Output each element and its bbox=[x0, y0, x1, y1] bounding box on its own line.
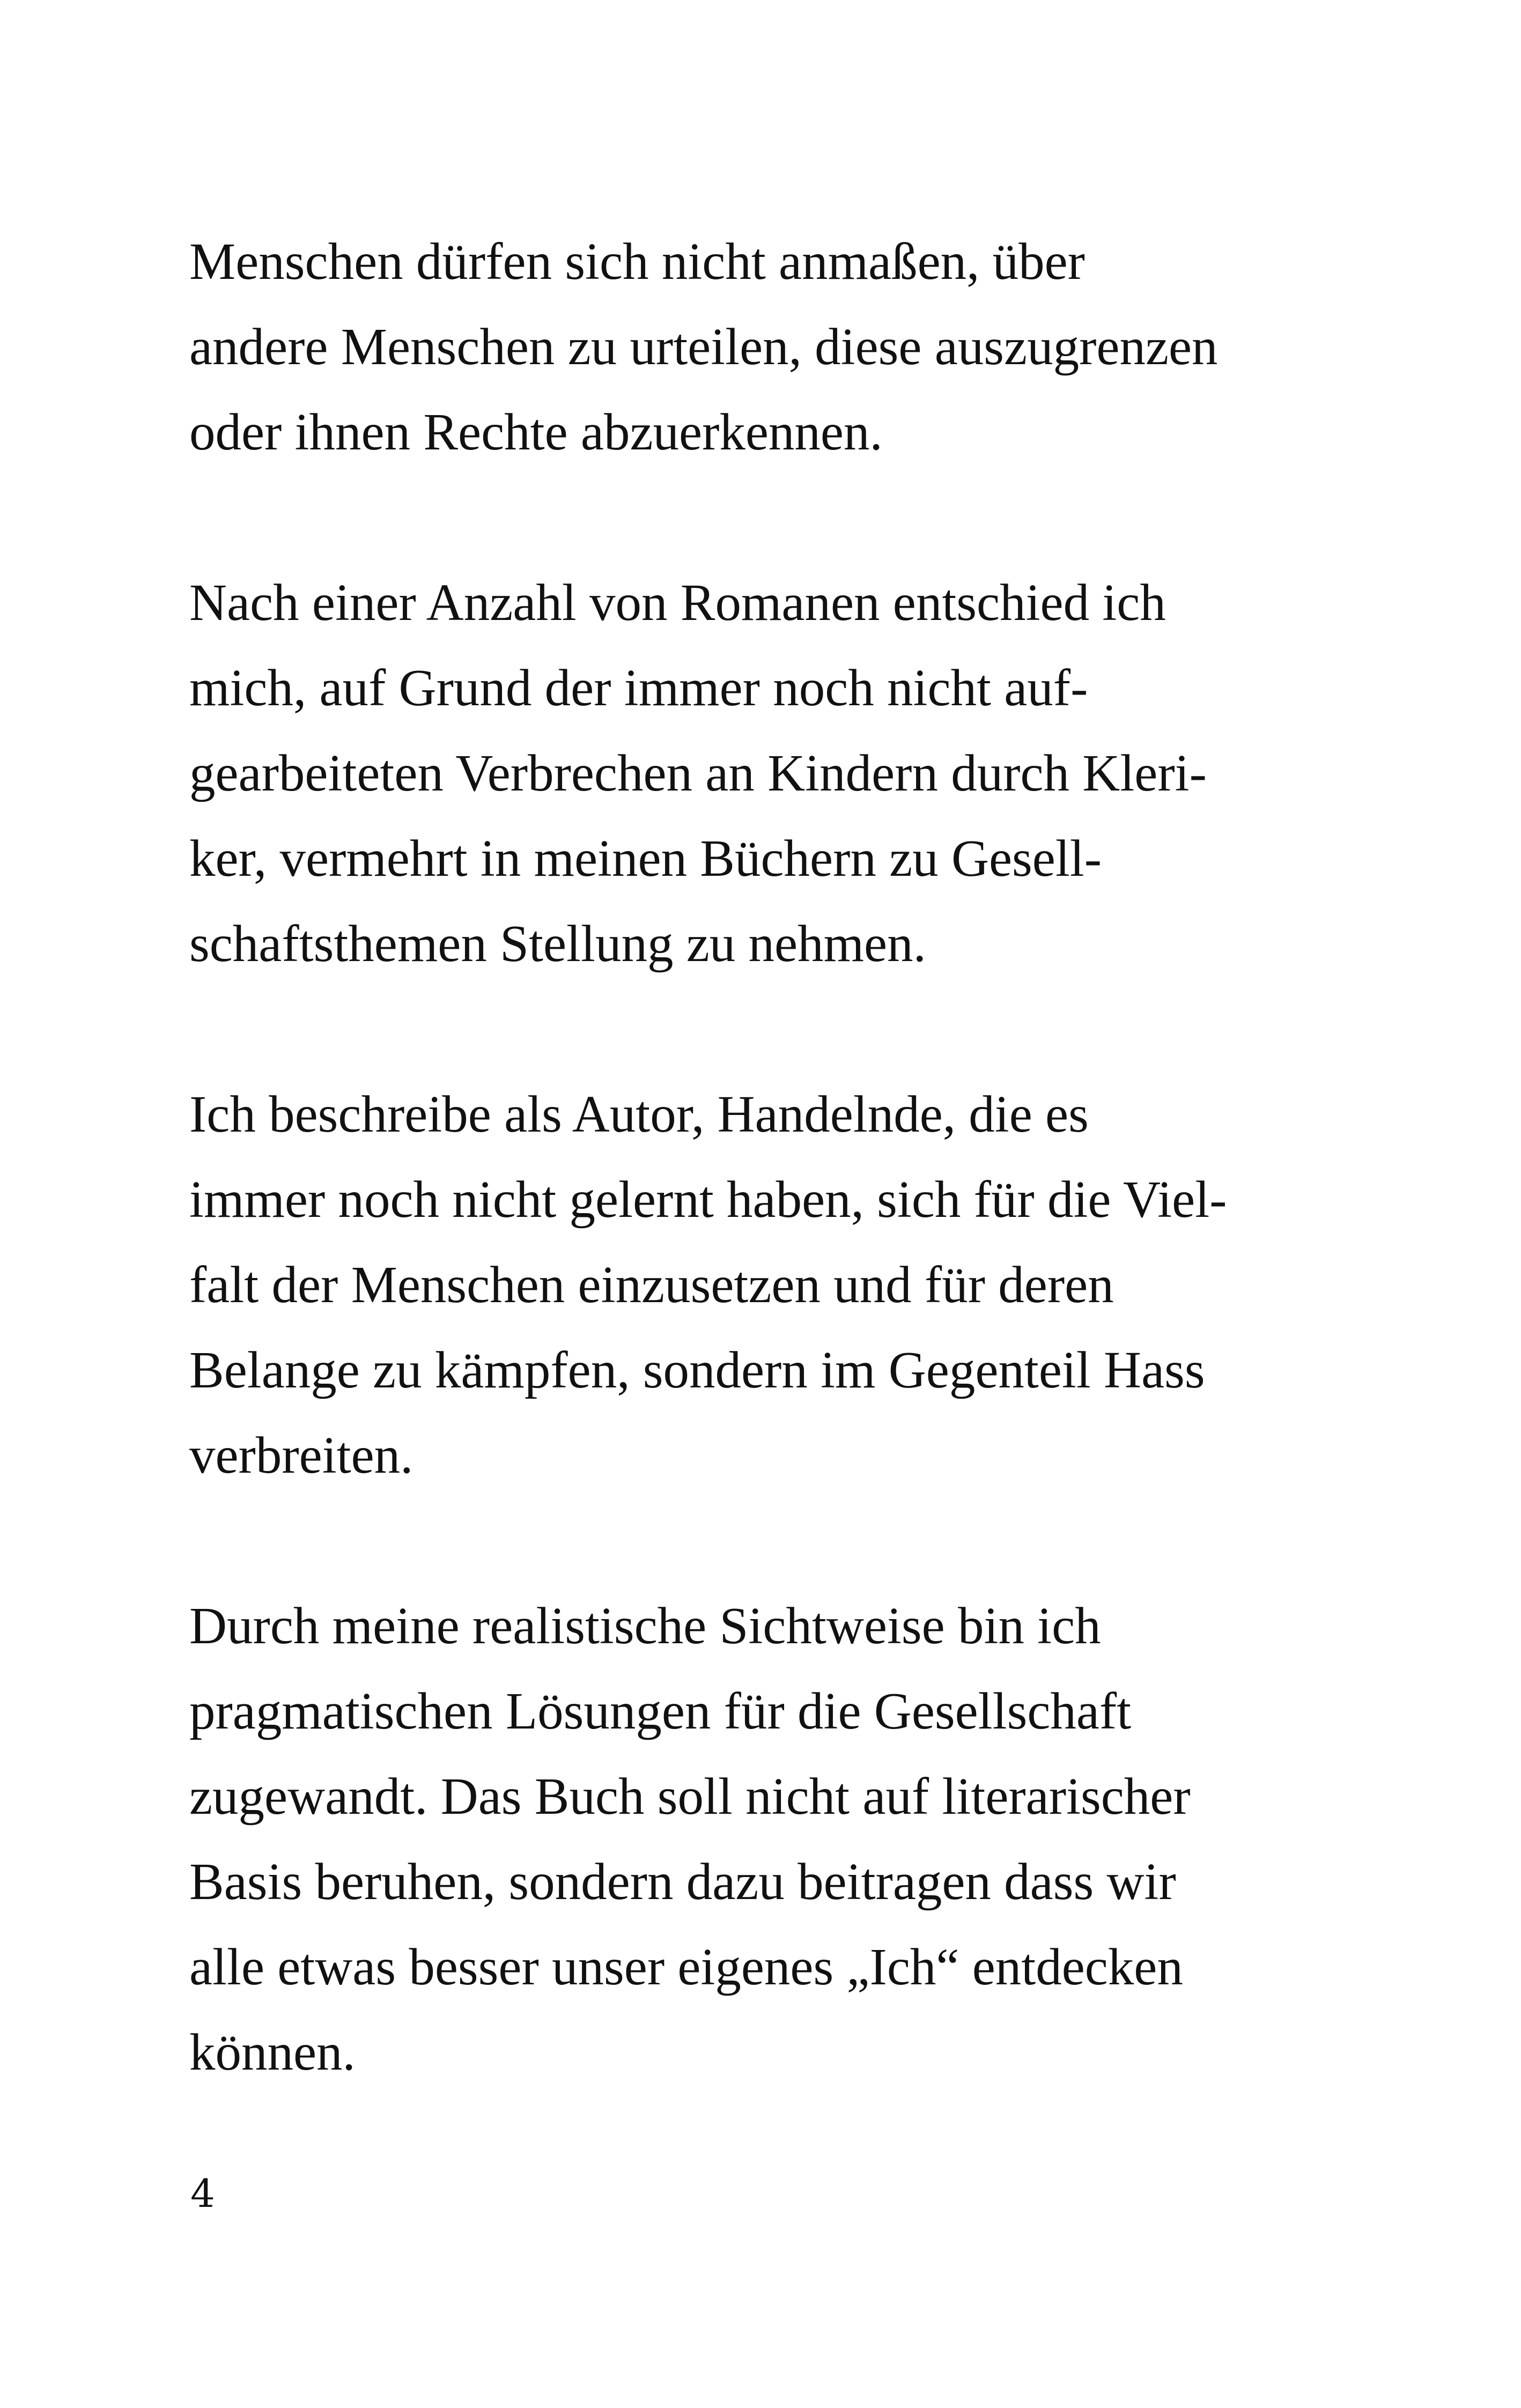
paragraph-4 bbox=[189, 1583, 1289, 2095]
text-line: pragmatischen Lösungen für die Gesellschaft bbox=[189, 1682, 1132, 1740]
text-line: zugewandt. Das Buch soll nicht auf literarischer bbox=[189, 1768, 1191, 1825]
text-line: verbreiten. bbox=[189, 1427, 414, 1484]
text-line: mich, auf Grund der immer noch nicht auf- bbox=[189, 659, 1088, 717]
text-line: Basis beruhen, sondern dazu beitragen dass wir bbox=[189, 1853, 1176, 1910]
text-line: immer noch nicht gelernt haben, sich für die Viel- bbox=[189, 1171, 1227, 1228]
paragraph-1 bbox=[189, 219, 1289, 475]
text-line: können. bbox=[189, 2023, 356, 2081]
text-line: Nach einer Anzahl von Romanen entschied ich bbox=[189, 574, 1166, 631]
paragraph-2 bbox=[189, 560, 1289, 986]
text-line: falt der Menschen einzusetzen und für deren bbox=[189, 1256, 1114, 1313]
text-line: Durch meine realistische Sichtweise bin ich bbox=[189, 1597, 1101, 1654]
text-line: andere Menschen zu urteilen, diese auszugrenzen bbox=[189, 318, 1218, 375]
paragraph-gap bbox=[189, 475, 1289, 560]
text-line: ker, vermehrt in meinen Büchern zu Gesell- bbox=[189, 830, 1102, 887]
text-line: Ich beschreibe als Autor, Handelnde, die es bbox=[189, 1085, 1089, 1143]
paragraph-gap bbox=[189, 986, 1289, 1072]
paragraph-gap bbox=[189, 1498, 1289, 1583]
page-number: 4 bbox=[190, 2171, 215, 2216]
text-line: Belange zu kämpfen, sondern im Gegenteil Hass bbox=[189, 1341, 1205, 1399]
paragraph-3 bbox=[189, 1072, 1289, 1498]
text-line: alle etwas besser unser eigenes „Ich“ entdecken bbox=[189, 1938, 1183, 1996]
page-text bbox=[189, 219, 1289, 2095]
text-line: schaftsthemen Stellung zu nehmen. bbox=[189, 915, 926, 972]
text-line: gearbeiteten Verbrechen an Kindern durch Kleri- bbox=[189, 744, 1207, 802]
text-line: Menschen dürfen sich nicht anmaßen, über bbox=[189, 233, 1085, 290]
text-line: oder ihnen Rechte abzuerkennen. bbox=[189, 403, 883, 461]
